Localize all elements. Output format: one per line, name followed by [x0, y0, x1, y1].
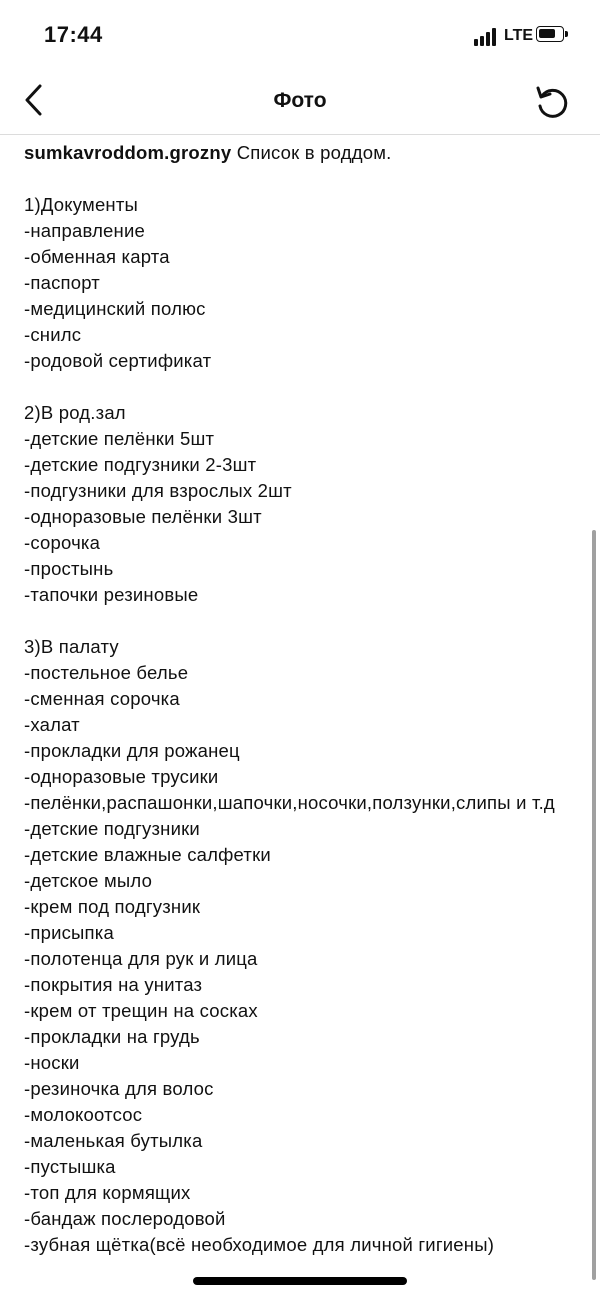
caption-line: -сменная сорочка [24, 688, 180, 709]
caption-line: -детское мыло [24, 870, 153, 891]
caption-line [24, 374, 584, 400]
caption-line: -топ для кормящих [24, 1182, 191, 1203]
caption-line: -подгузники для взрослых 2шт [24, 480, 292, 501]
caption-line: -халат [24, 714, 80, 735]
caption-line: -направление [24, 220, 145, 241]
post-caption [24, 140, 584, 1258]
network-label: LTE [504, 27, 534, 44]
signal-icon [474, 28, 496, 46]
caption-line: -постельное белье [24, 662, 189, 683]
caption-line: -одноразовые трусики [24, 766, 219, 787]
caption-line: -снилс [24, 324, 82, 345]
caption-line: -пелёнки,распашонки,шапочки,носочки,ползунки,слипы и т.д [24, 792, 555, 813]
nav-bar [0, 70, 600, 135]
caption-first-line [24, 140, 584, 166]
caption-intro: Список в роддом. [236, 142, 392, 163]
home-indicator [193, 1277, 407, 1285]
username-link[interactable]: sumkavroddom.grozny [24, 142, 232, 163]
caption-line: -родовой сертификат [24, 350, 212, 371]
caption-line: -маленькая бутылка [24, 1130, 203, 1151]
caption-line: -простынь [24, 558, 114, 579]
caption-line: -обменная карта [24, 246, 170, 267]
caption-line: -паспорт [24, 272, 100, 293]
refresh-icon[interactable] [532, 82, 572, 122]
caption-line: -носки [24, 1052, 80, 1073]
caption-line: -одноразовые пелёнки 3шт [24, 506, 262, 527]
caption-line: -тапочки резиновые [24, 584, 199, 605]
caption-line: -крем под подгузник [24, 896, 201, 917]
caption-line [24, 166, 584, 192]
caption-line: 2)В род.зал [24, 402, 126, 423]
caption-line: -сорочка [24, 532, 101, 553]
status-time: 17:44 [44, 22, 103, 47]
caption-line: -зубная щётка(всё необходимое для личной гигиены) [24, 1234, 495, 1255]
scrollbar[interactable] [592, 530, 596, 1280]
caption-line: -медицинский полюс [24, 298, 206, 319]
caption-line: -покрытия на унитаз [24, 974, 203, 995]
caption-line: -детские подгузники 2-3шт [24, 454, 257, 475]
battery-icon [536, 26, 564, 42]
caption-line: -прокладки на грудь [24, 1026, 200, 1047]
caption-line: -пустышка [24, 1156, 116, 1177]
caption-line: 3)В палату [24, 636, 119, 657]
caption-line: -детские подгузники [24, 818, 200, 839]
status-bar [0, 0, 600, 70]
caption-line: -бандаж послеродовой [24, 1208, 226, 1229]
caption-line: -крем от трещин на сосках [24, 1000, 258, 1021]
caption-line [24, 608, 584, 634]
page-title: Фото [273, 89, 327, 112]
caption-line: -молокоотсос [24, 1104, 143, 1125]
caption-line: -присыпка [24, 922, 114, 943]
caption-line: -полотенца для рук и лица [24, 948, 258, 969]
caption-lines [24, 166, 584, 1258]
caption-line: 1)Документы [24, 194, 139, 215]
caption-line: -прокладки для рожанец [24, 740, 240, 761]
caption-line: -резиночка для волос [24, 1078, 214, 1099]
caption-line: -детские пелёнки 5шт [24, 428, 215, 449]
caption-line: -детские влажные салфетки [24, 844, 271, 865]
